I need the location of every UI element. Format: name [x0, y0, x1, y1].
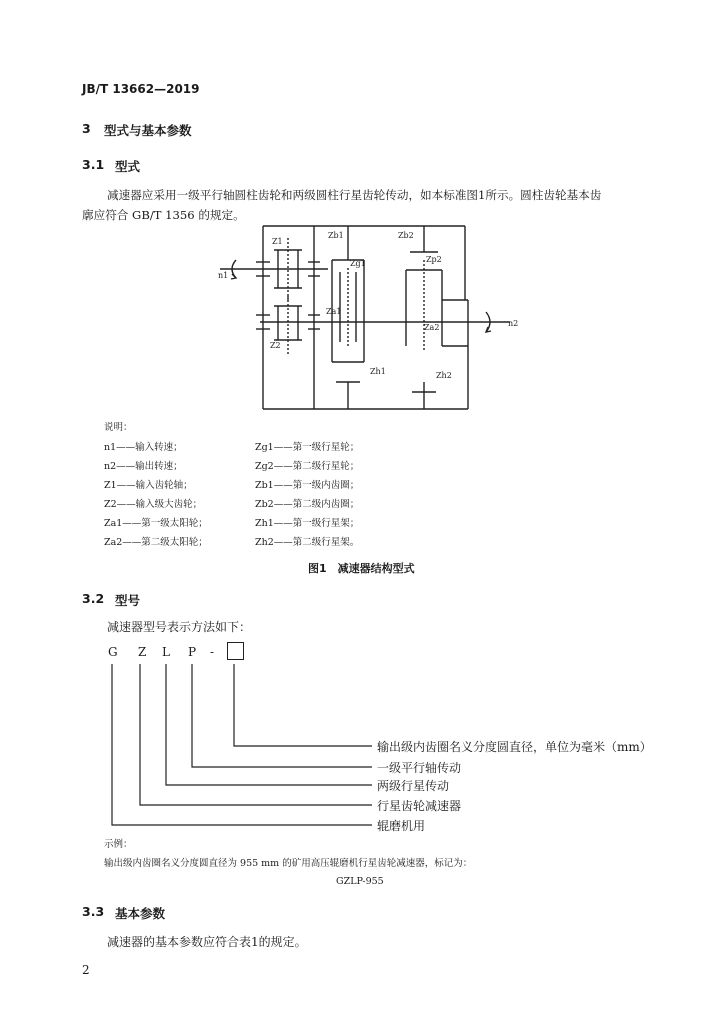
- gear-structure-diagram: [210, 222, 530, 414]
- figure-1-caption: 图1 减速器结构型式: [308, 562, 415, 575]
- label-n1: n1: [218, 271, 229, 280]
- label-n2: n2: [508, 319, 519, 328]
- label-z1: Z1: [272, 237, 283, 246]
- legend-left-item: Z1——输入齿轮轴；: [104, 480, 193, 491]
- legend-right-item: Zg2——第二级行星轮；: [255, 461, 360, 472]
- legend-right-item: Zb2——第二级内齿圈；: [255, 499, 360, 510]
- label-zb2: Zb2: [398, 231, 414, 240]
- label-zh2: Zh2: [436, 371, 452, 380]
- input-rotation-arrowhead: [231, 274, 236, 279]
- label-zh1: Zh1: [370, 367, 386, 376]
- section-3-1-number: 3.1: [82, 157, 105, 172]
- tree-label-planetary: 行星齿轮减速器: [377, 799, 462, 813]
- code-placeholder-box: [227, 642, 244, 660]
- section-3-2-number: 3.2: [82, 591, 105, 606]
- model-code-tree: [100, 660, 380, 832]
- label-zb1: Zb1: [328, 231, 344, 240]
- label-za1: Za1: [326, 307, 342, 316]
- legend-right-item: Zh2——第二级行星架。: [255, 537, 360, 548]
- example-code: GZLP-955: [336, 876, 384, 887]
- tree-label-diameter: 输出级内齿圈名义分度圆直径，单位为毫米（mm）: [377, 740, 652, 754]
- section-3-1-title: 型式: [115, 159, 141, 174]
- legend-left-item: n1——输入转速；: [104, 442, 183, 453]
- tree-line-roller-mill: [112, 664, 372, 825]
- legend-left-item: Za1——第一级太阳轮；: [104, 518, 208, 529]
- legend-title: 说明：: [104, 422, 133, 433]
- section-3-number: 3: [82, 121, 91, 136]
- legend-right-item: Zh1——第一级行星架；: [255, 518, 360, 529]
- label-zg1: Zg1: [350, 259, 366, 268]
- legend-left-item: n2——输出转速；: [104, 461, 183, 472]
- code-letter-p: P: [188, 645, 197, 659]
- code-letter-z: Z: [138, 645, 147, 659]
- legend-left-item: Za2——第二级太阳轮；: [104, 537, 208, 548]
- page-number: 2: [82, 963, 90, 977]
- section-3-3-paragraph: 减速器的基本参数应符合表1的规定。: [107, 935, 307, 949]
- legend-right-item: Zg1——第一级行星轮；: [255, 442, 360, 453]
- section-3-3-title: 基本参数: [115, 906, 166, 921]
- tree-label-parallel-shaft: 一级平行轴传动: [377, 761, 462, 775]
- section-3-3-number: 3.3: [82, 904, 105, 919]
- code-dash: -: [210, 645, 215, 659]
- legend-left-item: Z2——输入级大齿轮；: [104, 499, 203, 510]
- tree-line-parallel-shaft: [192, 664, 372, 767]
- example-text: 输出级内齿圈名义分度圆直径为 955 mm 的矿用高压辊磨机行星齿轮减速器，标记为：: [104, 858, 473, 869]
- legend-left-column: [104, 438, 208, 552]
- code-letter-l: L: [162, 645, 170, 659]
- tree-label-two-stage: 两级行星传动: [377, 779, 450, 793]
- tree-line-planetary: [140, 664, 372, 805]
- section-3-1-paragraph-line1: 减速器应采用一级平行轴圆柱齿轮和两级圆柱行星齿轮传动，如本标准图1所示。圆柱齿轮基本齿: [107, 188, 602, 202]
- code-letter-g: G: [108, 645, 118, 659]
- legend-right-item: Zb1——第一级内齿圈；: [255, 480, 360, 491]
- section-3-2-title: 型号: [115, 593, 141, 608]
- section-3-title: 型式与基本参数: [104, 123, 192, 138]
- label-za2: Za2: [424, 323, 440, 332]
- section-3-1-paragraph-line2: 廓应符合 GB/T 1356 的规定。: [82, 208, 245, 222]
- label-z2: Z2: [270, 341, 281, 350]
- example-label: 示例：: [104, 839, 133, 850]
- tree-label-roller-mill: 辊磨机用: [377, 819, 426, 833]
- label-zp2: Zp2: [426, 255, 442, 264]
- tree-line-diameter: [234, 664, 372, 746]
- legend-right-column: [255, 438, 359, 552]
- section-3-2-intro: 减速器型号表示方法如下：: [107, 620, 252, 634]
- document-id: JB/T 13662—2019: [82, 82, 200, 96]
